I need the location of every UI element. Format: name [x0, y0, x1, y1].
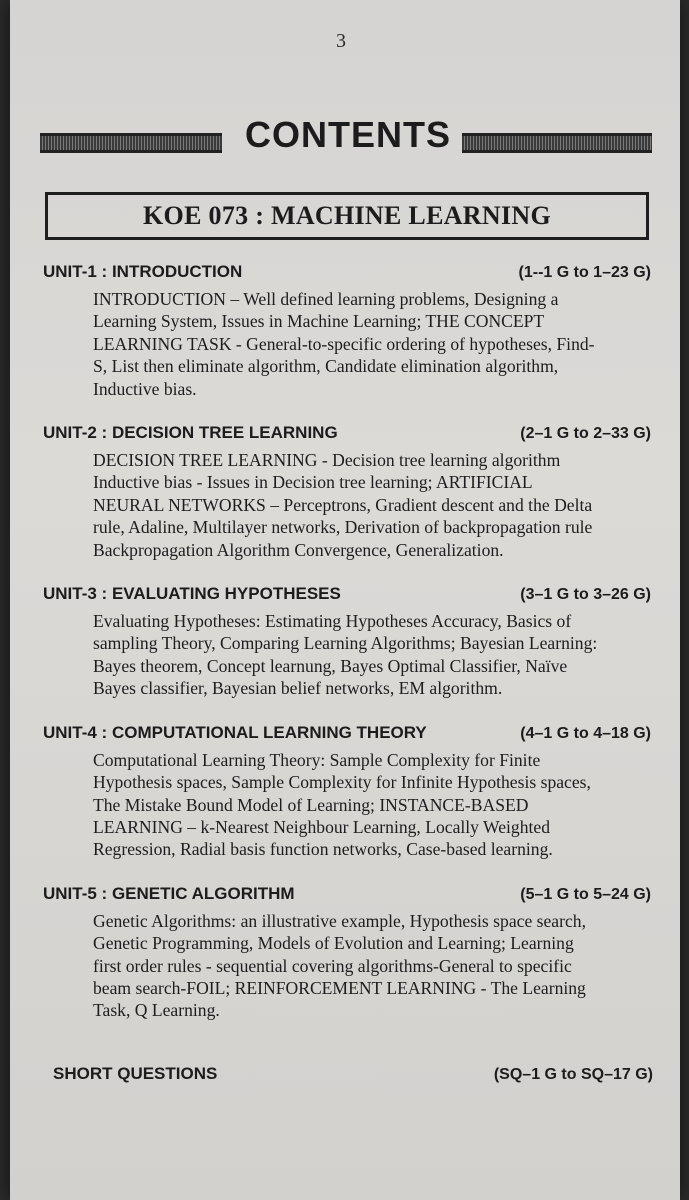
short-questions-entry	[53, 1064, 657, 1084]
units-list	[43, 262, 655, 1045]
banner-rule-left	[40, 133, 222, 153]
unit-entry	[43, 723, 655, 861]
unit-header	[43, 723, 655, 749]
unit-page-range: (3–1 G to 3–26 G)	[520, 586, 651, 604]
unit-description: DECISION TREE LEARNING - Decision tree learning algorithm Inductive bias - Issues in Decision tree learning; ARTIFICIAL NEURAL NETWORKS – Perceptrons, Gradient descent and the Delta rule, Adaline, Multilayer networks, Derivation of backpropagation rule Backpropagation Algorithm Convergence, Generalization.	[93, 450, 593, 560]
unit-title: UNIT-4 : COMPUTATIONAL LEARNING THEORY	[43, 722, 427, 742]
unit-header	[43, 262, 655, 288]
subject-title: KOE 073 : MACHINE LEARNING	[143, 201, 551, 230]
unit-entry	[43, 584, 655, 700]
unit-entry	[43, 884, 655, 1022]
unit-page-range: (4–1 G to 4–18 G)	[520, 724, 651, 742]
unit-header	[43, 884, 655, 910]
subject-box	[45, 192, 649, 240]
unit-page-range: (5–1 G to 5–24 G)	[520, 885, 651, 903]
unit-page-range: (1--1 G to 1–23 G)	[518, 264, 651, 281]
unit-title: UNIT-5 : GENETIC ALGORITHM	[43, 883, 295, 903]
unit-header	[43, 584, 655, 610]
banner-rule-right	[462, 133, 652, 153]
unit-entry	[43, 262, 655, 400]
unit-page-range: (2–1 G to 2–33 G)	[520, 425, 651, 443]
unit-description: INTRODUCTION – Well defined learning problems, Designing a Learning System, Issues in Machine Learning; THE CONCEPT LEARNING TASK - General-to-specific ordering of hypotheses, Find-S, List then eliminate algorithm, Candidate elimination algorithm, Inductive bias.	[93, 289, 595, 399]
unit-entry	[43, 423, 655, 561]
unit-header	[43, 423, 655, 449]
short-questions-title: SHORT QUESTIONS	[53, 1064, 218, 1083]
unit-title: UNIT-1 : INTRODUCTION	[43, 262, 243, 281]
unit-description: Evaluating Hypotheses: Estimating Hypotheses Accuracy, Basics of sampling Theory, Comparing Learning Algorithms; Bayesian Learning: Bayes theorem, Concept learnung, Bayes Optimal Classifier, Naïve Bayes classifier, Bayesian belief networks, EM algorithm.	[93, 611, 598, 699]
short-questions-page-range: (SQ–1 G to SQ–17 G)	[493, 1066, 653, 1083]
unit-description: Computational Learning Theory: Sample Complexity for Finite Hypothesis spaces, Sample Complexity for Infinite Hypothesis spaces, The Mistake Bound Model of Learning; INSTANCE-BASED LEARNING – k-Nearest Neighbour Learning, Locally Weighted Regression, Radial basis function networks, Case-based learning.	[93, 749, 591, 860]
contents-heading: CONTENTS	[245, 114, 451, 155]
book-page	[10, 0, 680, 1200]
contents-banner	[40, 112, 652, 164]
page-number: 3	[336, 30, 346, 52]
unit-title: UNIT-2 : DECISION TREE LEARNING	[43, 423, 338, 443]
unit-description: Genetic Algorithms: an illustrative example, Hypothesis space search, Genetic Programming, Models of Evolution and Learning; Learning first order rules - sequential covering algorithms-General to specific beam search-FOIL; REINFORCEMENT LEARNING - The Learning Task, Q Learning.	[93, 910, 586, 1021]
unit-title: UNIT-3 : EVALUATING HYPOTHESES	[43, 584, 341, 604]
